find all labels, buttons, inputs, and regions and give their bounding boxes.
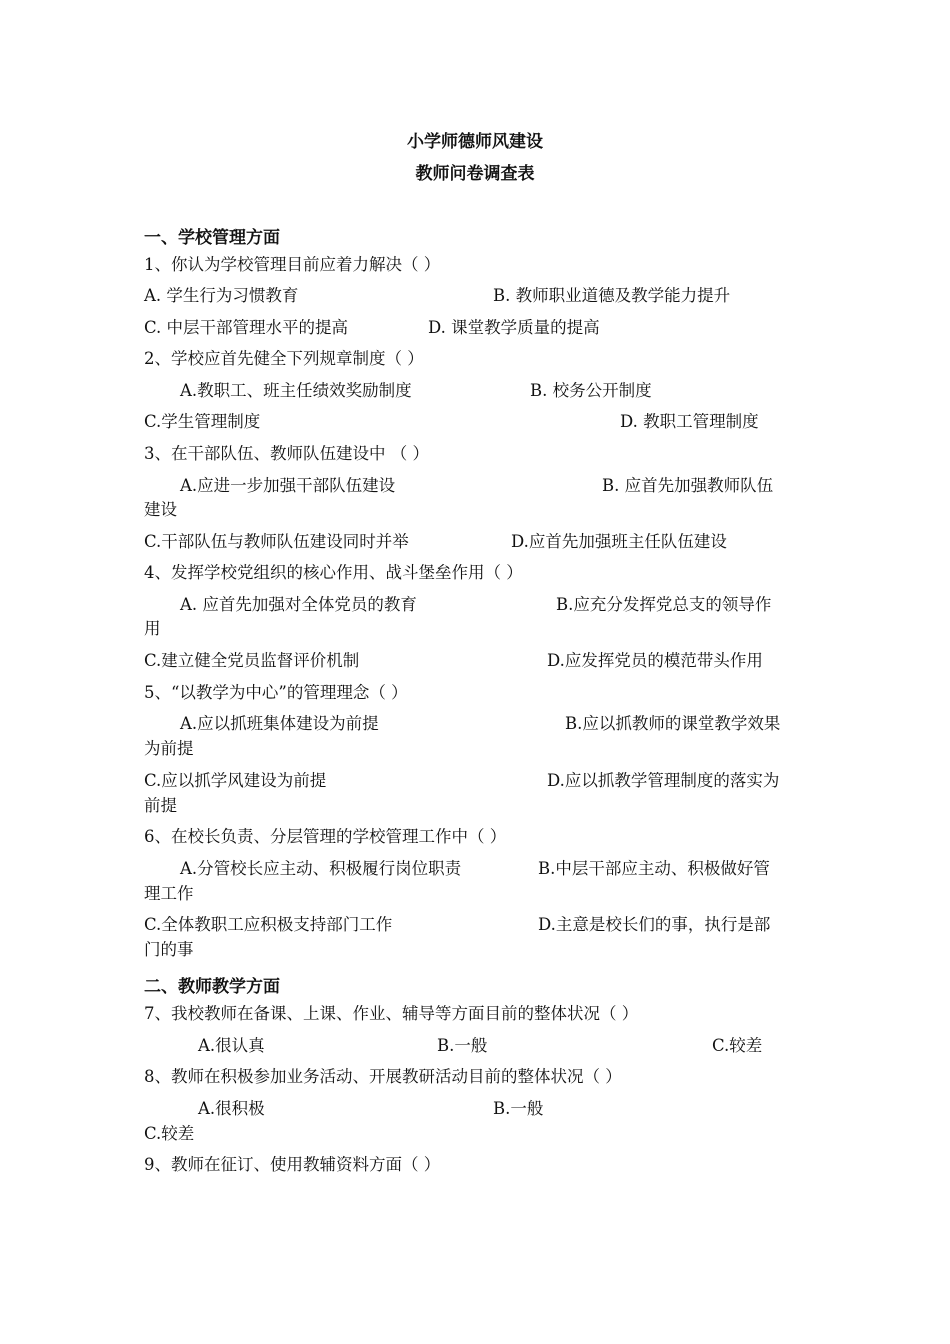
question-6-option-d-continued: 门的事 (144, 940, 194, 959)
question-7-stem: 7、我校教师在备课、上课、作业、辅导等方面目前的整体状况（ ） (144, 1004, 639, 1023)
document-subtitle: 教师问卷调查表 (415, 164, 535, 184)
question-4-option-c: C.建立健全党员监督评价机制 (144, 651, 360, 670)
question-1-option-d: D. 课堂教学质量的提高 (428, 318, 600, 337)
question-5-stem: 5、“以教学为中心”的管理理念（ ） (144, 683, 408, 702)
question-3-option-a: A.应进一步加强干部队伍建设 (180, 476, 396, 495)
question-8-option-c: C.较差 (144, 1124, 195, 1143)
question-3-option-b: B. 应首先加强教师队伍 (602, 476, 774, 495)
question-1-option-b: B. 教师职业道德及教学能力提升 (493, 286, 731, 305)
question-6-option-b: B.中层干部应主动、积极做好管 (538, 859, 770, 878)
question-4-option-a: A. 应首先加强对全体党员的教育 (180, 595, 417, 614)
document-title: 小学师德师风建设 (407, 132, 543, 152)
question-9-stem: 9、教师在征订、使用教辅资料方面（ ） (144, 1155, 441, 1174)
question-1-option-c: C. 中层干部管理水平的提高 (144, 318, 349, 337)
section-heading-teaching: 二、教师教学方面 (144, 977, 280, 997)
question-5-option-c: C.应以抓学风建设为前提 (144, 771, 327, 790)
question-3-stem: 3、在干部队伍、教师队伍建设中 （ ） (144, 444, 429, 463)
question-1-stem: 1、你认为学校管理目前应着力解决（ ） (144, 255, 441, 274)
question-8-option-a: A.很积极 (198, 1099, 265, 1118)
question-2-option-b: B. 校务公开制度 (530, 381, 652, 400)
question-2-option-d: D. 教职工管理制度 (620, 412, 759, 431)
question-4-stem: 4、发挥学校党组织的核心作用、战斗堡垒作用（ ） (144, 563, 523, 582)
question-3-option-c: C.干部队伍与教师队伍建设同时并举 (144, 532, 409, 551)
question-6-option-d: D.主意是校长们的事，执行是部 (538, 915, 771, 934)
question-7-option-b: B.一般 (437, 1036, 488, 1055)
question-6-stem: 6、在校长负责、分层管理的学校管理工作中（ ） (144, 827, 507, 846)
question-8-option-b: B.一般 (493, 1099, 544, 1118)
question-7-option-c: C.较差 (712, 1036, 763, 1055)
question-5-option-d: D.应以抓教学管理制度的落实为 (547, 771, 780, 790)
question-8-stem: 8、教师在积极参加业务活动、开展教研活动目前的整体状况（ ） (144, 1067, 622, 1086)
question-2-option-c: C.学生管理制度 (144, 412, 261, 431)
question-1-option-a: A. 学生行为习惯教育 (144, 286, 299, 305)
question-3-option-d: D.应首先加强班主任队伍建设 (511, 532, 727, 551)
question-3-option-b-continued: 建设 (144, 500, 177, 519)
question-6-option-a: A.分管校长应主动、积极履行岗位职责 (180, 859, 462, 878)
question-5-option-a: A.应以抓班集体建设为前提 (180, 714, 379, 733)
question-4-option-b-continued: 用 (144, 619, 161, 638)
question-5-option-b-continued: 为前提 (144, 739, 194, 758)
question-5-option-b: B.应以抓教师的课堂教学效果 (565, 714, 781, 733)
question-4-option-b: B.应充分发挥党总支的领导作 (556, 595, 772, 614)
question-6-option-b-continued: 理工作 (144, 884, 194, 903)
question-5-option-d-continued: 前提 (144, 796, 177, 815)
question-4-option-d: D.应发挥党员的模范带头作用 (547, 651, 763, 670)
question-6-option-c: C.全体教职工应积极支持部门工作 (144, 915, 393, 934)
question-2-stem: 2、学校应首先健全下列规章制度（ ） (144, 349, 424, 368)
question-2-option-a: A.教职工、班主任绩效奖励制度 (180, 381, 412, 400)
section-heading-school-management: 一、学校管理方面 (144, 228, 280, 248)
question-7-option-a: A.很认真 (198, 1036, 265, 1055)
